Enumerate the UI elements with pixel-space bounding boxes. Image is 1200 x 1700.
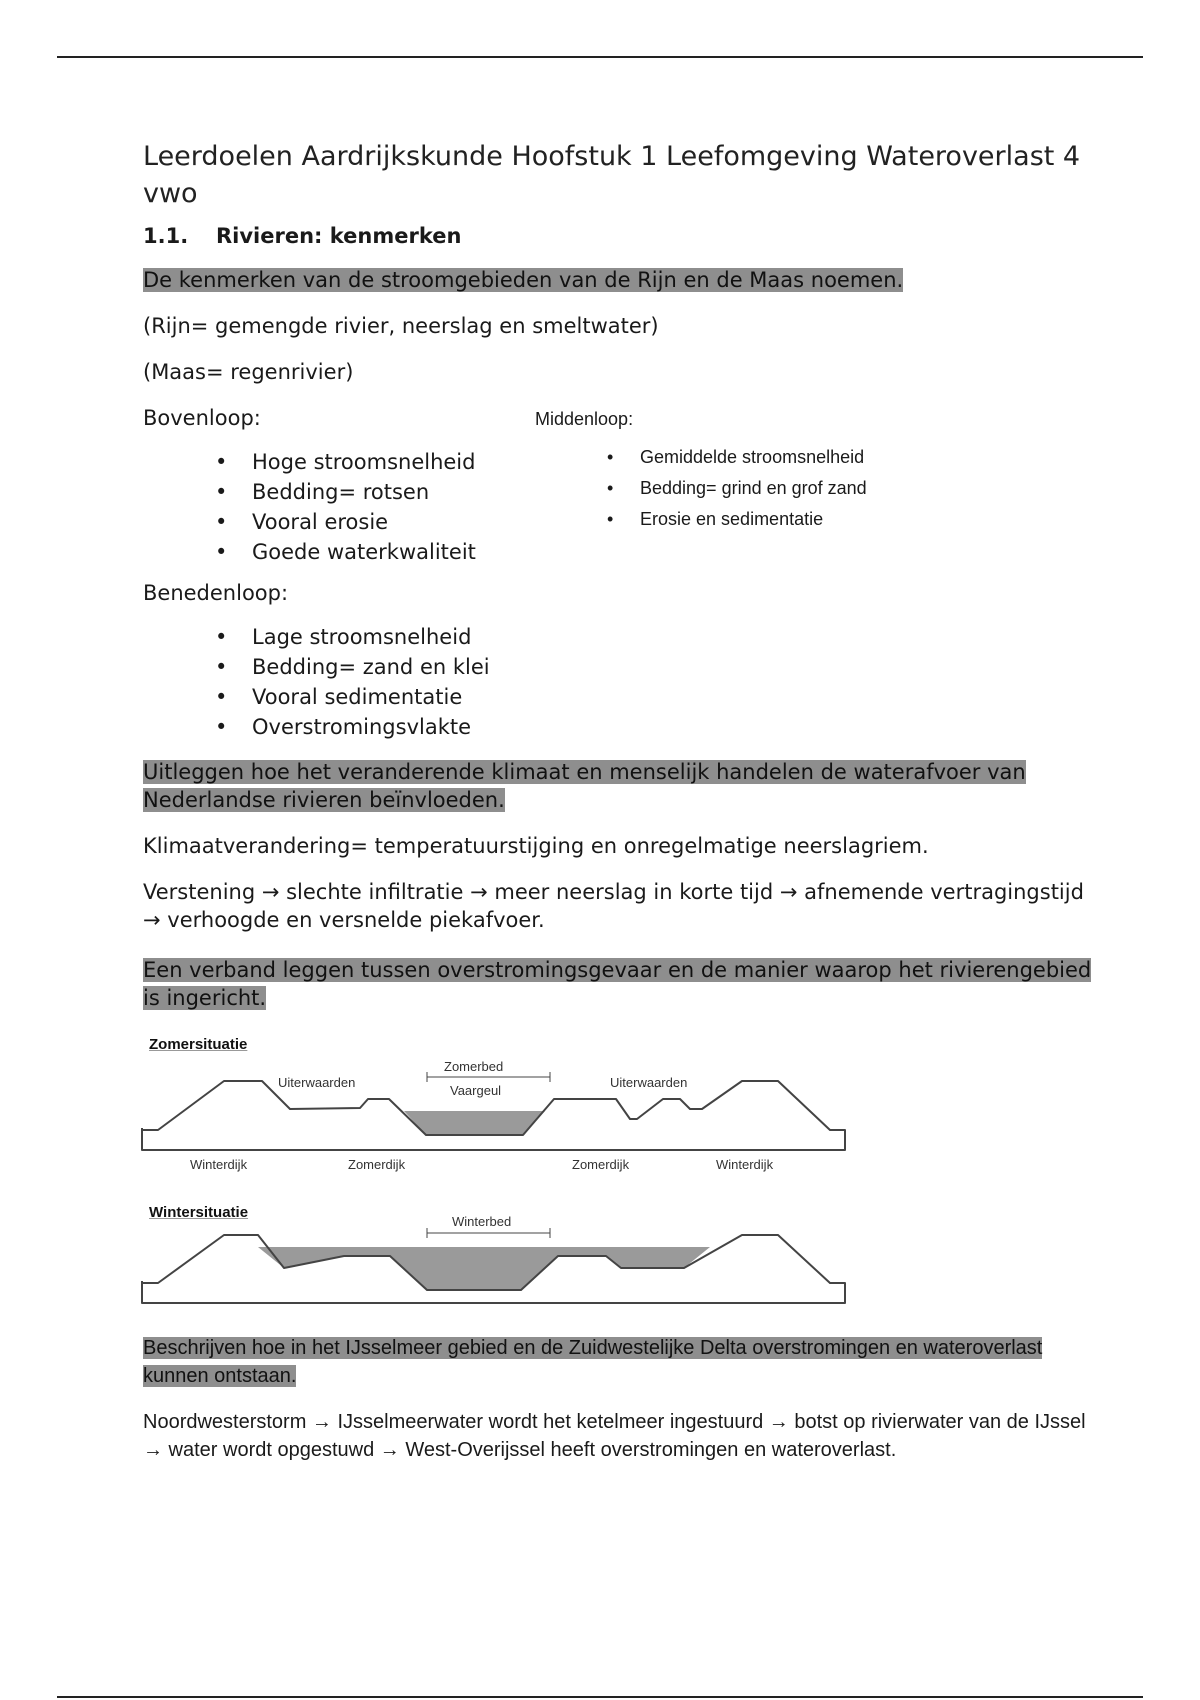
bovenloop-list [215, 447, 476, 567]
winterdijk-right-label: Winterdijk [716, 1157, 774, 1172]
list-item: • Gemiddelde stroomsnelheid [607, 442, 867, 473]
summer-water [404, 1111, 545, 1135]
header-rule [57, 56, 1143, 58]
section-number: 1.1. [143, 224, 189, 248]
zomerdijk-right-label: Zomerdijk [572, 1157, 630, 1172]
list-item: • Goede waterkwaliteit [215, 537, 476, 567]
list-item: • Vooral sedimentatie [215, 682, 1103, 712]
maas-note: (Maas= regenrivier) [143, 360, 354, 384]
list-item: • Bedding= rotsen [215, 477, 476, 507]
list-item: • Bedding= zand en klei [215, 652, 1103, 682]
middenloop-block [535, 409, 867, 535]
benedenloop-list [215, 622, 1103, 742]
section-title: Rivieren: kenmerken [216, 224, 462, 248]
rijn-note: (Rijn= gemengde rivier, neerslag en smeltwater) [143, 314, 659, 338]
list-item: • Lage stroomsnelheid [215, 622, 1103, 652]
bovenloop-heading: Bovenloop: [143, 406, 261, 430]
list-item: • Hoge stroomsnelheid [215, 447, 476, 477]
winterbed-label: Winterbed [452, 1214, 512, 1229]
footer-rule [57, 1696, 1143, 1698]
section-heading [143, 224, 1103, 248]
learning-goal-3: Een verband leggen tussen overstromingsgevaar en de manier waarop het rivierengebied is ingericht. [143, 958, 1092, 1010]
river-cross-section-diagram [140, 1030, 860, 1320]
benedenloop-heading: Benedenloop: [143, 581, 289, 605]
bovenloop-block [143, 404, 476, 567]
page-title: Leerdoelen Aardrijkskunde Hoofstuk 1 Leefomgeving Wateroverlast 4 vwo [143, 141, 1081, 209]
benedenloop-block [143, 579, 1103, 742]
list-item: • Bedding= grind en grof zand [607, 473, 867, 504]
zomerdijk-left-label: Zomerdijk [348, 1157, 406, 1172]
zomerbed-label: Zomerbed [444, 1059, 504, 1074]
learning-goal-4: Beschrijven hoe in het IJsselmeer gebied en de Zuidwestelijke Delta overstromingen en wateroverlast kunnen ontstaan. [143, 1337, 1043, 1387]
ijsselmeer-section [143, 1334, 1103, 1464]
winter-title: Wintersituatie [149, 1204, 249, 1221]
uiterwaarden-right-label: Uiterwaarden [610, 1075, 688, 1090]
verstening-text: Verstening → slechte infiltratie → meer neerslag in korte tijd → afnemende vertragingstijd → verhoogde en versnelde piekafvoer. [143, 880, 1084, 932]
list-item: • Vooral erosie [215, 507, 476, 537]
learning-goal-2: Uitleggen hoe het veranderende klimaat en menselijk handelen de waterafvoer van Nederlandse rivieren beïnvloeden. [143, 760, 1026, 812]
uiterwaarden-left-label: Uiterwaarden [278, 1075, 356, 1090]
winterdijk-left-label: Winterdijk [190, 1157, 248, 1172]
learning-goal-1: De kenmerken van de stroomgebieden van de Rijn en de Maas noemen. [143, 268, 904, 292]
summer-title: Zomersituatie [149, 1036, 248, 1053]
document-page [143, 138, 1103, 1464]
vaargeul-label: Vaargeul [450, 1083, 502, 1098]
noordwesterstorm-text: Noordwesterstorm → IJsselmeerwater wordt het ketelmeer ingestuurd → botst op rivierwater van de IJssel → water wordt opgestuwd → West-Overijssel heeft overstromingen en wateroverlast. [143, 1411, 1086, 1461]
middenloop-list [607, 442, 867, 535]
list-item: • Erosie en sedimentatie [607, 504, 867, 535]
list-item: • Overstromingsvlakte [215, 712, 1103, 742]
klimaat-text: Klimaatverandering= temperatuurstijging en onregelmatige neerslagriem. [143, 834, 929, 858]
middenloop-heading: Middenloop: [535, 409, 634, 429]
river-sections [143, 404, 1103, 579]
